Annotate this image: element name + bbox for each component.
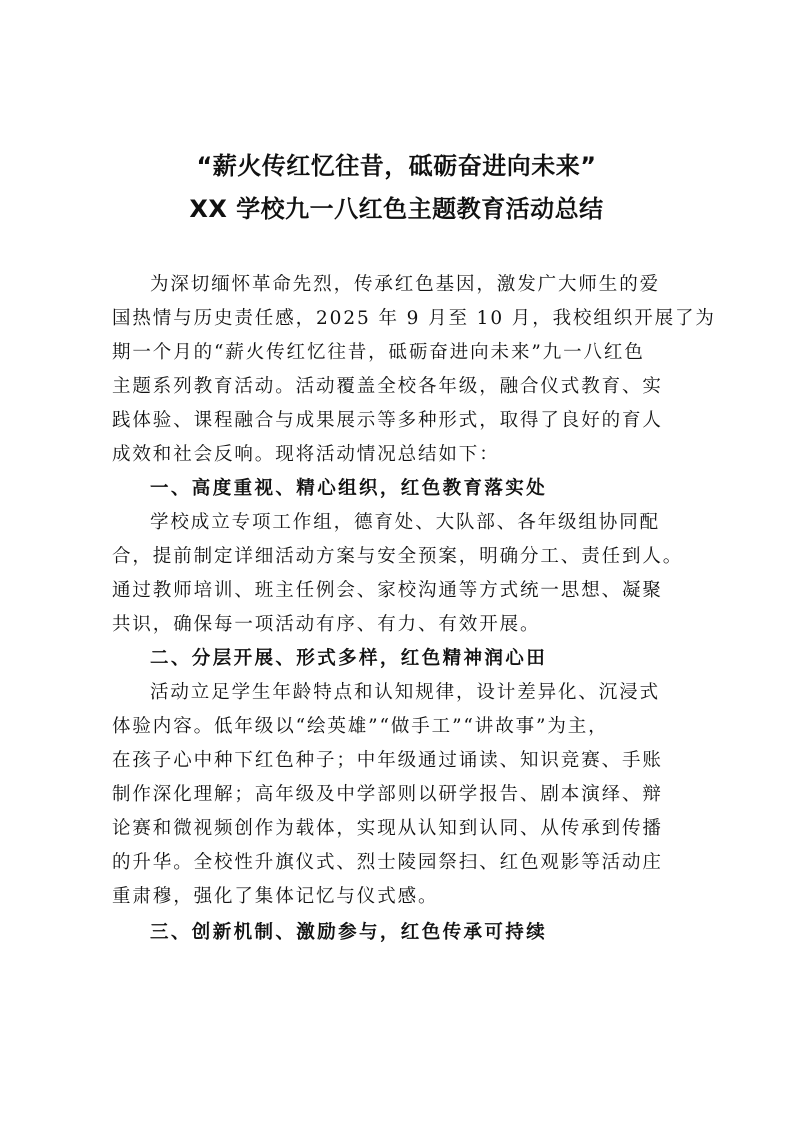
paragraph-line: 的升华。全校性升旗仪式、烈士陵园祭扫、红色观影等活动庄 xyxy=(112,852,663,873)
paragraph-line: 成效和社会反响。现将活动情况总结如下： xyxy=(112,444,500,465)
section-1-paragraph xyxy=(112,506,712,642)
paragraph-line: 论赛和微视频创作为载体，实现从认知到认同、从传承到传播 xyxy=(112,818,663,839)
paragraph-line: 合，提前制定详细活动方案与安全预案，明确分工、责任到人。 xyxy=(112,546,684,567)
paragraph-line: 活动立足学生年龄特点和认知规律，设计差异化、沉浸式 xyxy=(150,682,661,703)
document-title-line-1: “薪火传红忆往昔，砥砺奋进向未来” xyxy=(196,152,597,180)
paragraph-line: 制作深化理解；高年级及中学部则以研学报告、剧本演绎、辩 xyxy=(112,784,663,805)
section-heading-2: 二、分层开展、形式多样，红色精神润心田 xyxy=(150,648,548,669)
paragraph-line: 重肃穆，强化了集体记忆与仪式感。 xyxy=(112,886,439,907)
paragraph-line: 通过教师培训、班主任例会、家校沟通等方式统一思想、凝聚 xyxy=(112,580,663,601)
paragraph-line: 体验内容。低年级以“绘英雄”“做手工”“讲故事”为主， xyxy=(112,716,609,737)
intro-paragraph xyxy=(112,268,716,472)
paragraph-line: 在孩子心中种下红色种子；中年级通过诵读、知识竞赛、手账 xyxy=(112,750,663,771)
paragraph-line: 共识，确保每一项活动有序、有力、有效开展。 xyxy=(112,614,541,635)
document-title-line-2: XX 学校九一八红色主题教育活动总结 xyxy=(189,195,604,223)
section-heading-1: 一、高度重视、精心组织，红色教育落实处 xyxy=(150,478,548,499)
paragraph-line: 国热情与历史责任感，2025 年 9 月至 10 月，我校组织开展了为 xyxy=(112,308,716,329)
paragraph-line: 主题系列教育活动。活动覆盖全校各年级，融合仪式教育、实 xyxy=(112,376,663,397)
section-heading-3: 三、创新机制、激励参与，红色传承可持续 xyxy=(150,922,548,943)
paragraph-line: 学校成立专项工作组，德育处、大队部、各年级组协同配 xyxy=(150,512,661,533)
paragraph-line: 践体验、课程融合与成果展示等多种形式，取得了良好的育人 xyxy=(112,410,663,431)
section-2-paragraph xyxy=(112,676,712,914)
document-body xyxy=(112,268,716,950)
paragraph-line: 为深切缅怀革命先烈，传承红色基因，激发广大师生的爱 xyxy=(150,274,661,295)
paragraph-line: 期一个月的“薪火传红忆往昔，砥砺奋进向未来”九一八红色 xyxy=(112,342,645,363)
